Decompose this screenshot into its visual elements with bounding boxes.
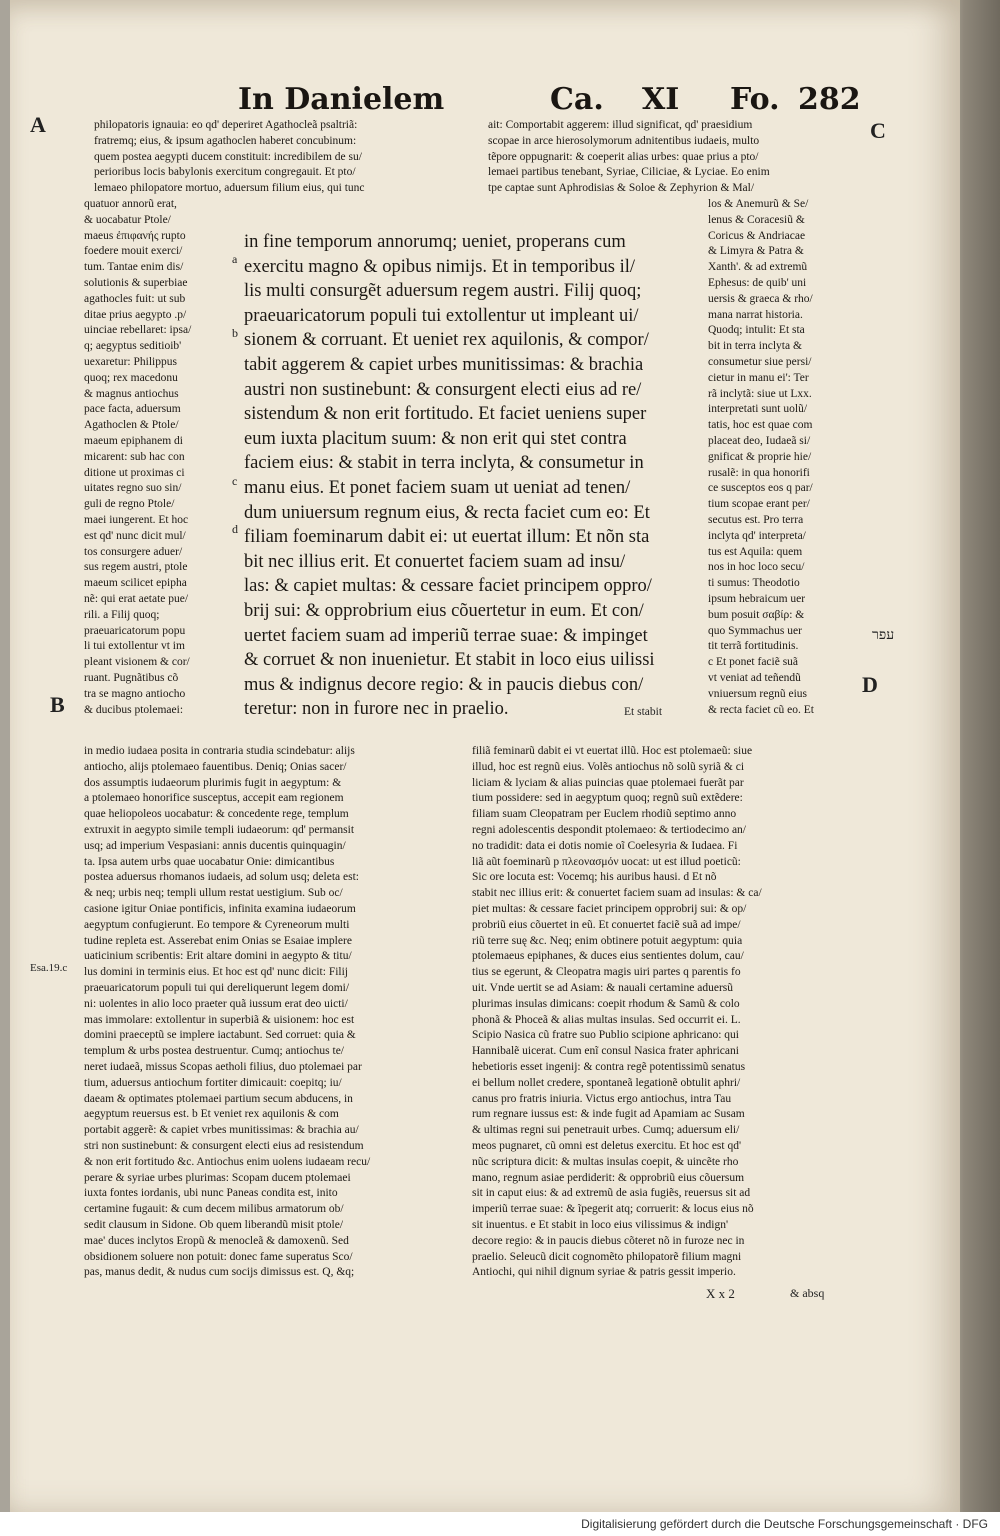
text-line: Xanth'. & ad extremũ (708, 261, 808, 274)
text-line: c Et ponet faciẽ suã (708, 656, 799, 669)
text-line: usq; ad imperium Vespasiani: annis ducentis quinquagin/ (84, 839, 346, 852)
text-line: ei bellum nollet credere, spontaneã legationẽ obtulit aphri/ (472, 1076, 741, 1089)
text-line: liciam & lyciam & alias puincias quae ptolemaei fuerãt par (472, 776, 744, 789)
text-line: cietur in manu ei': Ter (708, 371, 809, 384)
verse-mark-d: d (232, 522, 238, 536)
text-line: Scipio Nasica cũ fratre suo Publio scipione aphricano: qui (472, 1029, 739, 1042)
text-line: & ducibus ptolemaei: (84, 703, 184, 716)
text-line: iuxta fontes iordanis, ubi nunc Paneas condita est, inito (84, 1187, 338, 1200)
text-line: postea aduersus rhomanos iudaeis, ad solum usq; deleta est: (84, 871, 359, 884)
text-line: interpretati sunt uolũ/ (708, 403, 808, 416)
text-line: Sic ore locuta est: Vocemq; his auribus hausi. d Et nõ (472, 871, 717, 884)
text-line: placeat deo, Iudaeã si/ (708, 434, 811, 447)
text-line: inclyta qd' interpreta/ (708, 529, 806, 542)
bible-line: filiam foeminarum dabit ei: ut euertat illum: Et nõn sta (244, 527, 650, 548)
text-line: fratremq; eius, & ipsum agathoclen haberet concubinum: (94, 134, 357, 147)
bible-line: mus & indignus decore regio: & in paucis diebus con/ (244, 674, 644, 695)
folio-label: Fo. (730, 82, 780, 117)
text-line: lemaei partibus tenebant, Syriae, Ciliciae, & Lyciae. Eo enim (488, 166, 770, 179)
text-line: ptolemaeus epiphanes, & duces eius sentientes dolum, cau/ (472, 950, 744, 963)
bible-line: eum iuxta placitum suum: & non erit qui stet contra (244, 428, 627, 449)
text-line: sus regem austri, ptole (84, 561, 188, 574)
text-line: vt veniat ad teñendũ (708, 671, 801, 684)
text-line: tpe captae sunt Aphrodisias & Soloe & Zephyrion & Mal/ (488, 182, 755, 195)
text-line: piet multas: & cessare faciet principem opprobrij sui: & op/ (472, 902, 747, 915)
bible-line: uertet faciem suam ad imperiũ terrae suae: & impinget (244, 625, 648, 646)
text-line: plurimas insulas dimicans: coepit rhodum & Samũ & colo (472, 997, 740, 1010)
text-line: foedere mouit exerci/ (84, 245, 183, 258)
margin-letter-d: D (862, 672, 878, 697)
text-line: certamine fugauit: & cum decem milibus armatorum ob/ (84, 1203, 344, 1216)
text-line: li tui extollentur vt im (84, 640, 185, 653)
text-line: nũc scriptura dicit: & multas insulas coepit, & uincẽte rho (472, 1155, 739, 1168)
text-line: & non erit fortitudo &c. Antiochus enim uolens iudaeam recu/ (84, 1155, 371, 1168)
text-line: Antiochi, qui nihil dignum syriae & patris gessit imperio. (472, 1266, 736, 1279)
commentary-top-right (488, 118, 866, 197)
text-line: ait: Comportabit aggerem: illud significat, qd' praesidium (488, 119, 753, 131)
text-line: lenus & Coracesiũ & (708, 213, 805, 226)
text-line: portabit aggerẽ: & capiet vrbes munitissimas: & brachia au/ (84, 1124, 359, 1137)
text-line: filiã feminarũ dabit ei vt euertat illũ. Hoc est ptolemaeũ: siue (472, 745, 753, 757)
catchword-et-stabit: Et stabit (624, 706, 663, 718)
text-line: Quodq; intulit: Et sta (708, 324, 805, 337)
book-page (10, 0, 960, 1512)
folio-number: 282 (798, 82, 861, 117)
bible-line: in fine temporum annorumq; ueniet, properans cum (244, 232, 626, 252)
bible-line: praeuaricatorum populi tui extollentur ut impleant ui/ (244, 305, 639, 326)
text-line: agathocles fuit: ut sub (84, 292, 186, 305)
text-line: rusalẽ: in qua honorifi (708, 466, 810, 479)
text-line: Hannibalẽ uicerat. Cum enĩ consul Nasica frater aphricani (472, 1045, 739, 1058)
chapter-label: Ca. (550, 82, 604, 117)
text-line: tus est Aquila: quem (708, 545, 803, 558)
text-line: praeuaricatorum popu (84, 624, 186, 637)
text-line: tium scopae erant per/ (708, 498, 810, 511)
text-line: stabit nec illius erit: & conuertet faciem suam ad insulas: & ca/ (472, 887, 762, 900)
bible-line: exercitu magno & opibus nimijs. Et in temporibus il/ (244, 256, 636, 277)
margin-letter-c: C (870, 118, 886, 143)
text-line: & magnus antiochus (84, 387, 179, 400)
verse-mark-c: c (232, 474, 238, 488)
text-line: rã inclytã: siue ut Lxx. (708, 387, 812, 400)
text-line: scopae in arce hierosolymorum adnitentibus iudaeis, multo (488, 134, 760, 147)
text-line: tium, aduersus antiochum fortiter dimicauit: coepitq; iu/ (84, 1076, 342, 1089)
text-line: ditae prius aegypto .p/ (84, 308, 187, 321)
text-line: tit terrã fortitudinis. (708, 640, 799, 653)
commentary-bottom-right (472, 744, 850, 1281)
text-line: sit in caput eius: & ad extremũ de asia fugiẽs, reuersus sit ad (472, 1187, 751, 1200)
text-line: gnificat & proprie hie/ (708, 450, 812, 463)
text-line: casione igitur Oniae pontificis, infinita examina iudaeorum (84, 902, 356, 915)
text-line: ti sumus: Theodotio (708, 577, 800, 590)
bible-line: lis multi consurgẽt aduersum regem austri. Filij quoq; (244, 281, 642, 302)
text-line: domini praeceptũ se implere iactabunt. Sed corruet: quia & (84, 1029, 356, 1042)
text-line: daeam & optimates ptolemaei partium secum abducens, in (84, 1092, 353, 1105)
text-line: ditione ut proximas ci (84, 466, 185, 479)
text-line: nẽ: qui erat aetate pue/ (84, 592, 189, 605)
text-line: maeum epiphanem di (84, 434, 183, 447)
text-line: consumetur siue persi/ (708, 355, 812, 368)
text-line: in medio iudaea posita in contraria studia scindebatur: alijs (84, 745, 355, 757)
text-line: stri non sustinebunt: & consurgent electi eius ad resistendum (84, 1139, 364, 1152)
margin-letter-a: A (30, 112, 46, 137)
text-line: Agathoclen & Ptole/ (84, 419, 179, 432)
bible-line: manu eius. Et ponet faciem suam ut ueniat ad tenen/ (244, 477, 631, 498)
text-line: riũ terre suę &c. Neq; enim obtinere potuit aegyptum: quia (472, 934, 743, 947)
commentary-bottom-left (84, 744, 468, 1281)
text-line: a ptolemaeo honorifice susceptus, accepit eam regionem (84, 792, 344, 805)
text-line: maei iungerent. Et hoc (84, 513, 189, 526)
text-line: perioribus locis babylonis exercitum congregauit. Et pto/ (94, 166, 356, 179)
text-line: uinciae rebellaret: ipsa/ (84, 324, 192, 337)
text-line: phonã & Phoceã & alias multas insulas. Sed occurrit ei. L. (472, 1013, 741, 1026)
margin-letter-b: B (50, 692, 65, 717)
signature-mark: X x 2 (706, 1286, 735, 1301)
text-line: lus domini in terminis eius. Et hoc est qd' nunc dicit: Filij (84, 966, 349, 979)
text-line: uit. Vnde uertit se ad Asiam: & nauali certamine aduersũ (472, 981, 734, 994)
text-line: maeum scilicet epipha (84, 577, 187, 590)
text-line: ipsum hebraicum uer (708, 592, 806, 605)
text-line: perare & syriae urbes plurimas: Scopam ducem ptolemaei (84, 1171, 351, 1184)
text-line: & uocabatur Ptole/ (84, 213, 171, 226)
text-line: filiam suam Cleopatram per Euclem rhodiũ septimo anno (472, 808, 737, 821)
text-line: pace facta, aduersum (84, 403, 181, 416)
text-line: neret iudaeã, missus Scopas aetholi filius, duo ptolemaei par (84, 1060, 362, 1073)
text-line: ce susceptos eos q par/ (708, 482, 813, 495)
bible-line: brij sui: & opprobrium eius cõuertetur in eum. Et con/ (244, 600, 644, 621)
text-line: quem postea aegypti ducem constituit: incredibilem de su/ (94, 150, 362, 163)
text-line: tatis, hoc est quae com (708, 419, 813, 432)
text-line: aegyptum reuersus est. b Et veniet rex aquilonis & com (84, 1108, 339, 1121)
text-line: q; aegyptus seditioib' (84, 340, 182, 353)
text-line: dos assumptis iudaeorum plurimis fugit in aegyptum: & (84, 776, 342, 789)
bible-line: las: & capiet multas: & cessare faciet principem oppro/ (244, 576, 652, 597)
text-line: extruxit in aegypto simile templi iudaeorum: qd' permansit (84, 823, 355, 836)
text-line: mana narrat historia. (708, 308, 803, 321)
text-line: mas immolare: extollentur in superbiã & uisionem: hoc est (84, 1013, 355, 1026)
text-line: hebetioris esset ingenij: & contra regẽ potentissimũ senatus (472, 1060, 746, 1073)
text-line: pas, manus dedit, & nudus cum socijs dimissus est. Q, &q; (84, 1266, 355, 1279)
text-line: rili. a Filij quoq; (84, 608, 160, 621)
bible-line: tabit aggerem & capiet urbes munitissimas: & brachia (244, 354, 644, 375)
text-line: quae heliopoleos uocabatur: & concedente rege, templum (84, 808, 349, 821)
commentary-top-left (94, 118, 494, 197)
text-line: bum posuit σαβίρ: & (708, 608, 805, 621)
text-line: probriũ eius cõuertet in eũ. Et conuertet faciẽ suã ad impe/ (472, 918, 741, 931)
text-line: vniuersum regnũ eius (708, 687, 808, 700)
bible-line: & corruet & non inuenietur. Et stabit in loco eius uilissi (244, 650, 655, 671)
text-line: solutionis & superbiae (84, 276, 188, 289)
verse-mark-b: b (232, 326, 238, 340)
text-line: regni adolescentis despondit ptolemaeo: & tertiodecimo an/ (472, 823, 747, 836)
text-line: philopatoris ignauia: eo qd' deperiret Agathocleã psaltriã: (94, 119, 358, 131)
text-line: maeus ἐπιφανής rupto (84, 229, 186, 242)
chapter-number: XI (642, 82, 680, 117)
text-line: tẽpore oppugnarit: & coeperit alias urbes: quae prius a pto/ (488, 150, 759, 163)
text-line: meos pugnaret, cũ omni est deletus exercitu. Et hoc est qd' (472, 1139, 742, 1152)
text-line: aegyptum confugierunt. Eo tempore & Cyreneorum multi (84, 918, 350, 931)
text-line: Coricus & Andriacae (708, 229, 806, 242)
text-line: praeuaricatorum populi tui qui dereliquerunt legem domi/ (84, 981, 350, 994)
bible-line: sistendum & non erit fortitudo. Et faciet ueniens super (244, 404, 647, 425)
commentary-right-narrow (708, 197, 866, 718)
isaiah-reference: Esa.19.c (30, 962, 68, 974)
text-line: ni: uolentes in alio loco praeter quã iussum erat deo uicti/ (84, 997, 348, 1010)
text-line: nos in hoc loco secu/ (708, 561, 805, 574)
text-line: imperiũ terrae suae: & ĩpegerit atq; corruerit: & locus eius nõ (472, 1203, 754, 1216)
text-line: pleant visionem & cor/ (84, 656, 190, 669)
digitization-footer: Digitalisierung gefördert durch die Deutsche Forschungsgemeinschaft · DFG (0, 1512, 1000, 1536)
text-line: decore regio: & in paucis diebus cõteret nõ in furoze nec in (472, 1234, 745, 1247)
text-line: obsidionem soluere non potuit: donec fame superatus Sco/ (84, 1250, 353, 1263)
text-line: tudine repleta est. Asserebat enim Onias se Esaiae implere (84, 934, 352, 947)
bible-line: faciem eius: & stabit in terra inclyta, & consumetur in (244, 453, 644, 474)
text-line: & ultimas regni sui penetrauit urbes. Cumq; aduersum eli/ (472, 1124, 740, 1137)
text-line: lemaeo philopatore mortuo, aduersum filium eius, qui tunc (94, 182, 365, 195)
text-line: quo Symmachus uer (708, 624, 802, 637)
text-line: ta. Ipsa autem urbs quae uocabatur Onie: dimicantibus (84, 855, 335, 868)
text-line: illud, hoc est regnũ eius. Volẽs antiochus nõ solũ syriã & ci (472, 760, 745, 773)
running-head-title: In Danielem (238, 82, 445, 117)
text-line: tum. Tantae enim dis/ (84, 261, 184, 274)
bible-line: bit nec illius erit. Et conuertet faciem suam ad insu/ (244, 551, 626, 572)
bible-line: dum uniuersum regnum eius, & recta faciet cum eo: Et (244, 502, 650, 523)
text-line: sit inuentus. e Et stabit in loco eius vilissimus & indign' (472, 1218, 729, 1231)
text-line: mano, regnum asiae perdiderit: & opprobriũ eius cõuersum (472, 1171, 745, 1184)
text-line: rum regnare iussus est: & inde fugit ad Apamiam ac Susam (472, 1108, 745, 1121)
text-line: tius se egerunt, & Cleopatra magis uiri partes q parentis fo (472, 966, 741, 979)
text-line: secutus est. Pro terra (708, 513, 804, 526)
text-line: no tradidit: data ei dotis nomie oĩ Coelesyria & Iudaea. Fi (472, 839, 738, 852)
text-line: quatuor annorũ erat, (84, 198, 177, 210)
text-line: liã aũt foeminarũ p πλεονασμόν uocat: ut est illud poeticũ: (472, 855, 741, 868)
hebrew-marginal-note: עפר (872, 628, 895, 643)
text-line: uersis & graeca & rho/ (708, 292, 813, 305)
text-line: Ephesus: de quib' uni (708, 276, 807, 289)
text-line: guli de regno Ptole/ (84, 498, 175, 511)
text-line: praelio. Seleucũ dicit cognomẽto philopatorẽ filium magni (472, 1250, 742, 1263)
verse-mark-a: a (232, 252, 238, 266)
text-line: & Limyra & Patra & (708, 245, 804, 258)
text-line: & recta faciet cũ eo. Et (708, 703, 814, 716)
text-line: bit in terra inclyta & (708, 340, 802, 353)
text-line: est qd' nunc dicit mul/ (84, 529, 186, 542)
catchword-bottom: & absq (790, 1286, 825, 1300)
text-line: micarent: sub hac con (84, 450, 185, 463)
text-line: quoq; rex macedonu (84, 371, 178, 384)
text-line: tra se magno antiocho (84, 687, 186, 700)
text-line: sedit clausum in Sidone. Ob quem liberandũ misit ptole/ (84, 1218, 344, 1231)
text-line: mae' duces inclytos Eropũ & menocleã & damoxenũ. Sed (84, 1234, 349, 1247)
text-line: ruant. Pugnãtibus cõ (84, 671, 179, 684)
text-line: los & Anemurũ & Se/ (708, 198, 809, 210)
bible-line: sionem & corruant. Et ueniet rex aquilonis, & compor/ (244, 330, 649, 351)
text-line: uexaretur: Philippus (84, 355, 177, 368)
text-line: uitates regno suo sin/ (84, 482, 182, 495)
text-line: templum & urbs postea destruentur. Cumq; antiochus te/ (84, 1045, 344, 1058)
text-line: antiocho, alijs ptolemaeo fauentibus. Deniq; Onias sacer/ (84, 760, 347, 773)
text-line: tos consurgere aduer/ (84, 545, 183, 558)
bible-text-block (244, 230, 698, 722)
text-line: uaticinium scribentis: Erit altare domini in aegypto & titu/ (84, 950, 352, 963)
text-line: canus pro fratris iniuria. Victus ergo antiochus, intra Tau (472, 1092, 732, 1105)
bible-line: teretur: non in furore nec in praelio. (244, 699, 509, 720)
text-line: & neq; urbis neq; templi ullum restat uestigium. Sub oc/ (84, 887, 343, 900)
text-line: tium possidere: sed in aegyptum quoq; regnũ suũ extẽdere: (472, 792, 743, 805)
commentary-left-narrow (84, 197, 242, 718)
bible-line: austri non sustinebunt: & consurgent electi eius ad re/ (244, 379, 642, 400)
